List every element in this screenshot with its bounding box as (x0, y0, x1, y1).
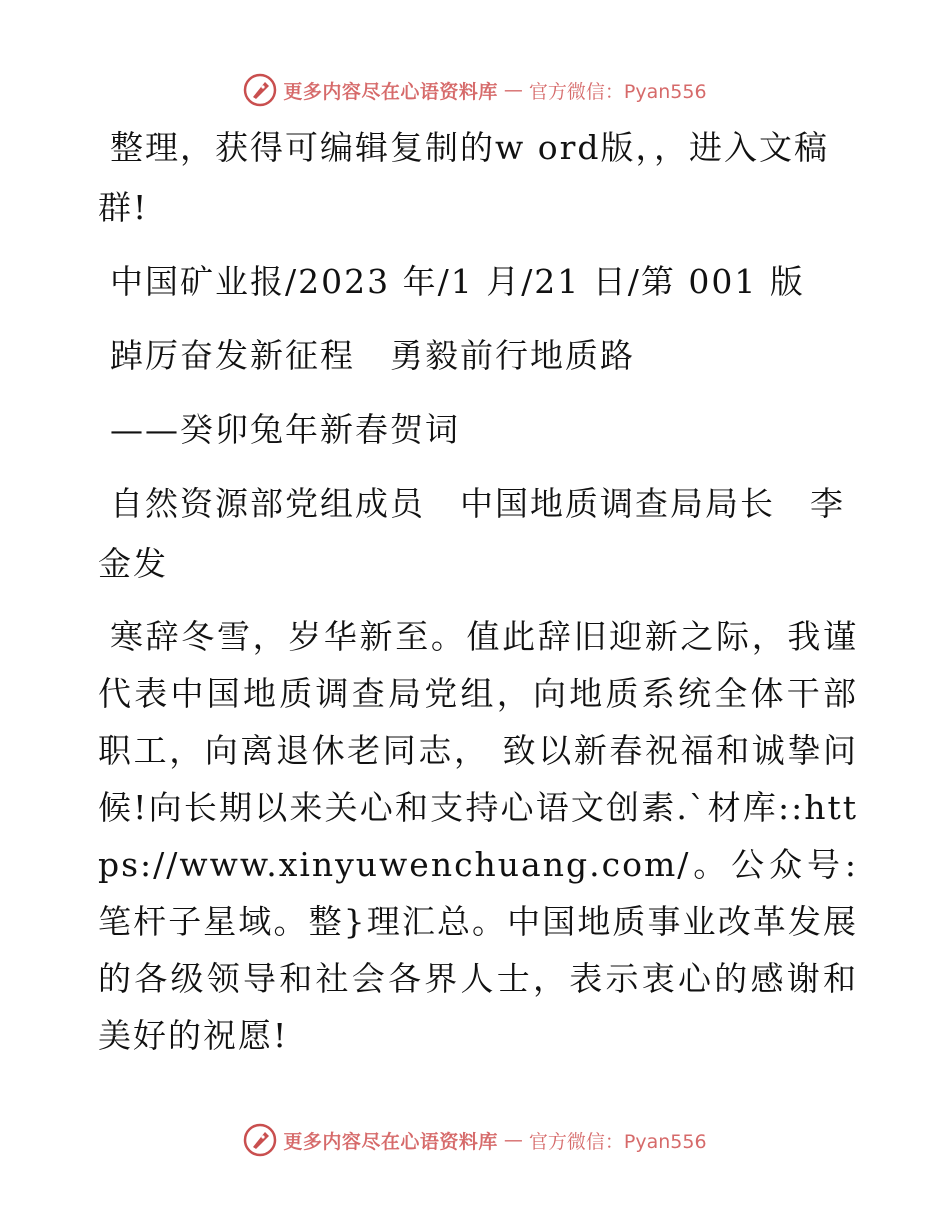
footer-banner-separator: — (503, 1129, 523, 1151)
document-body (98, 118, 858, 1078)
document-subtitle: ——癸卯兔年新春贺词 (110, 410, 460, 449)
footer-banner-wechat: 官方微信：Pyan556 (528, 1130, 707, 1153)
document-title: 踔厉奋发新征程 勇毅前行地质路 (110, 336, 635, 375)
body-paragraph: 寒辞冬雪，岁华新至。值此辞旧迎新之际，我谨代表中国地质调查局党组，向地质系统全体干部职工，向离退休老同志， 致以新春祝福和诚挚问候!向长期以来关心和支持心语文创素.`材库::https://www.xinyuwenchuang.com/。公众号: 笔杆子星域。整}理汇总。中国地质事业改革发展的各级领导和社会各界人士，表示衷心的感谢和美好的祝愿! (98, 617, 858, 1055)
header-banner-text: 更多内容尽在心语资料库 (283, 80, 498, 103)
pen-nib-logo-icon (243, 73, 277, 107)
author-line: 自然资源部党组成员 中国地质调查局局长 李金发 (98, 484, 845, 583)
header-banner-wechat: 官方微信：Pyan556 (528, 80, 707, 103)
source-line: 中国矿业报/2023 年/1 月/21 日/第 001 版 (110, 262, 805, 301)
header-banner-separator: — (503, 79, 523, 101)
header-banner (0, 70, 950, 110)
pen-nib-logo-icon (243, 1123, 277, 1157)
footer-banner (0, 1120, 950, 1160)
footer-banner-text: 更多内容尽在心语资料库 (283, 1130, 498, 1153)
intro-paragraph: 整理，获得可编辑复制的w ord版，，进入文稿群! (98, 128, 830, 227)
